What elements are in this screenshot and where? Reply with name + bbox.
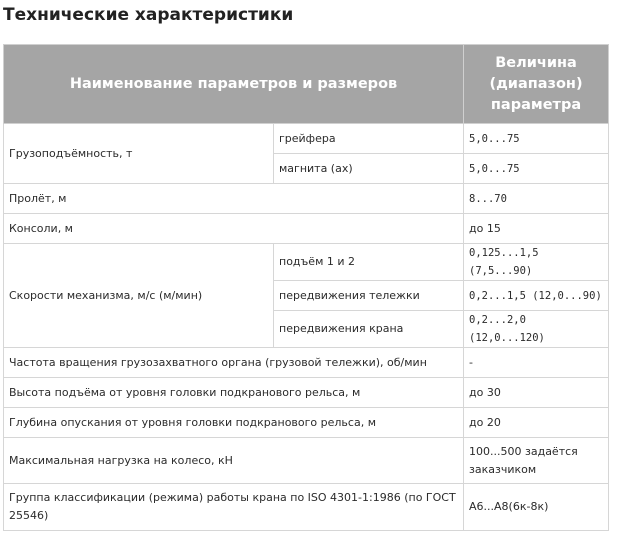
table-header-row [4,45,609,124]
table-row [4,214,609,244]
table-row [4,484,609,531]
speeds-label: Скорости механизма, м/с (м/мин) [4,244,274,348]
console-value: до 15 [464,214,609,244]
wheel-load-value-line2: заказчиком [469,462,537,476]
span-label: Пролёт, м [4,184,464,214]
speeds-crane-label: передвижения крана [274,311,464,348]
page-title: Технические характеристики [3,5,294,25]
rotation-value: - [464,348,609,378]
speeds-trolley-value: 0,2...1,5 (12,0...90) [464,281,609,311]
classification-label: Группа классификации (режима) работы крана по ISO 4301-1:1986 (по ГОСТ 25546) [4,484,464,531]
header-value-line1: Величина [495,54,577,71]
capacity-magnet-label: магнита (ах) [274,154,464,184]
speeds-hoist-value: 0,125...1,5 (7,5...90) [464,244,609,281]
capacity-label: Грузоподъёмность, т [4,124,274,184]
table-row [4,124,609,154]
span-value: 8...70 [464,184,609,214]
lift-height-label: Высота подъёма от уровня головки подкранового рельса, м [4,378,464,408]
header-value [464,45,609,124]
wheel-load-label: Максимальная нагрузка на колесо, кН [4,438,464,484]
speeds-trolley-label: передвижения тележки [274,281,464,311]
specs-table [3,44,609,531]
capacity-magnet-value: 5,0...75 [464,154,609,184]
wheel-load-value-line1: 100...500 задаётся [469,444,578,458]
lower-depth-value: до 20 [464,408,609,438]
table-row [4,348,609,378]
lift-height-value: до 30 [464,378,609,408]
table-row [4,244,609,281]
lower-depth-label: Глубина опускания от уровня головки подкранового рельса, м [4,408,464,438]
table-row [4,438,609,484]
wheel-load-value [464,438,609,484]
table-row [4,184,609,214]
header-value-line3: параметра [490,96,582,113]
table-row [4,408,609,438]
speeds-hoist-label: подъём 1 и 2 [274,244,464,281]
capacity-grab-label: грейфера [274,124,464,154]
console-label: Консоли, м [4,214,464,244]
rotation-label: Частота вращения грузозахватного органа (грузовой тележки), об/мин [4,348,464,378]
table-row [4,378,609,408]
classification-value: А6...А8(6к-8к) [464,484,609,531]
capacity-grab-value: 5,0...75 [464,124,609,154]
speeds-crane-value: 0,2...2,0 (12,0...120) [464,311,609,348]
header-param: Наименование параметров и размеров [4,45,464,124]
header-value-line2: (диапазон) [489,75,583,92]
